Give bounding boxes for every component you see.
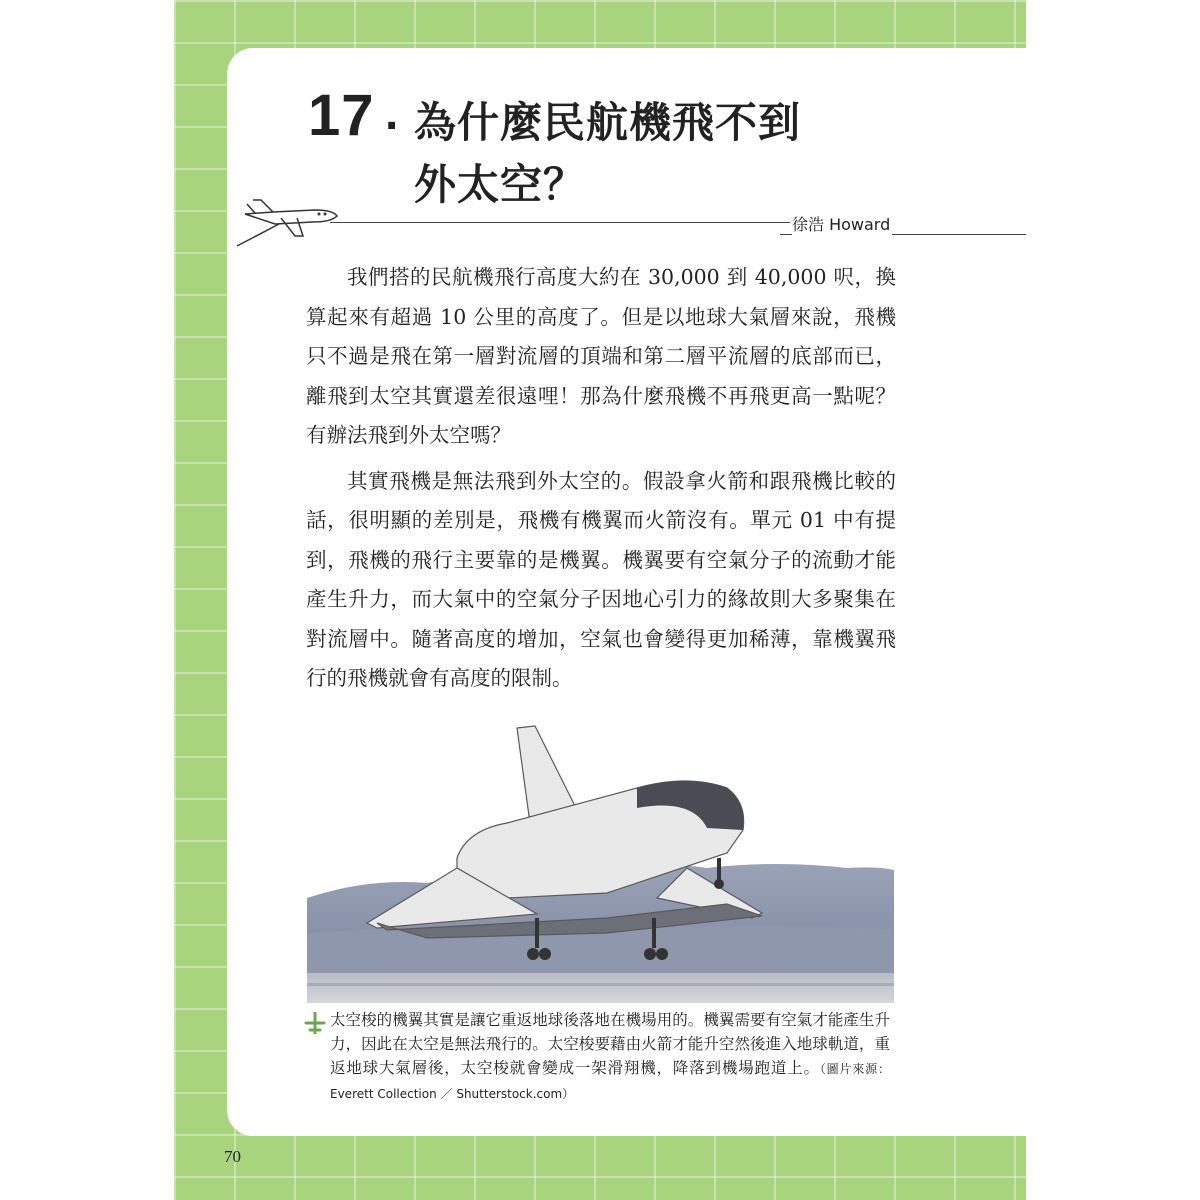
caption-credit: （圖片來源：Everett Collection ／ Shutterstock.com） xyxy=(330,1062,890,1101)
space-shuttle-landing-photo xyxy=(307,718,894,1003)
chapter-title xyxy=(414,92,834,216)
page-number: 70 xyxy=(224,1147,241,1166)
paragraph-2: 其實飛機是無法飛到外太空的。假設拿火箭和跟飛機比較的話，很明顯的差別是，飛機有機翼而火箭沒有。單元 01 中有提到，飛機的飛行主要靠的是機翼。機翼要有空氣分子的流動才能產生升力，而大氣中的空氣分子因地心引力的緣故則大多聚集在對流層中。隨著高度的增加，空氣也會變得更加稀薄，靠機翼飛行的飛機就會有高度的限制。 xyxy=(306,468,896,690)
article-body xyxy=(306,258,896,705)
airplane-sketch-icon xyxy=(233,196,343,248)
author-rule xyxy=(330,222,790,223)
photo-caption xyxy=(330,1008,890,1106)
paragraph-1: 我們搭的民航機飛行高度大約在 30,000 到 40,000 呎，換算起來有超過 10 公里的高度了。但是以地球大氣層來說，飛機只不過是飛在第一層對流層的頂端和第二層平流層的底部而已，離飛到太空其實還差很遠哩！那為什麼飛機不再飛更高一點呢？有辦法飛到外太空嗎？ xyxy=(306,265,896,447)
chapter-dot: . xyxy=(385,87,399,140)
author-name: 徐浩 Howard xyxy=(792,212,892,235)
chapter-title-line-1: 為什麼民航機飛不到 xyxy=(414,98,802,147)
chapter-number: 17 xyxy=(308,83,375,148)
plane-caption-icon xyxy=(304,1012,326,1034)
caption-text: 太空梭的機翼其實是讓它重返地球後落地在機場用的。機翼需要有空氣才能產生升力，因此在太空是無法飛行的。太空梭要藉由火箭才能升空然後進入地球軌道，重返地球大氣層後，太空梭就會變成一架滑翔機，降落到機場跑道上。 xyxy=(330,1011,890,1077)
chapter-title-line-2: 外太空？ xyxy=(414,160,587,209)
